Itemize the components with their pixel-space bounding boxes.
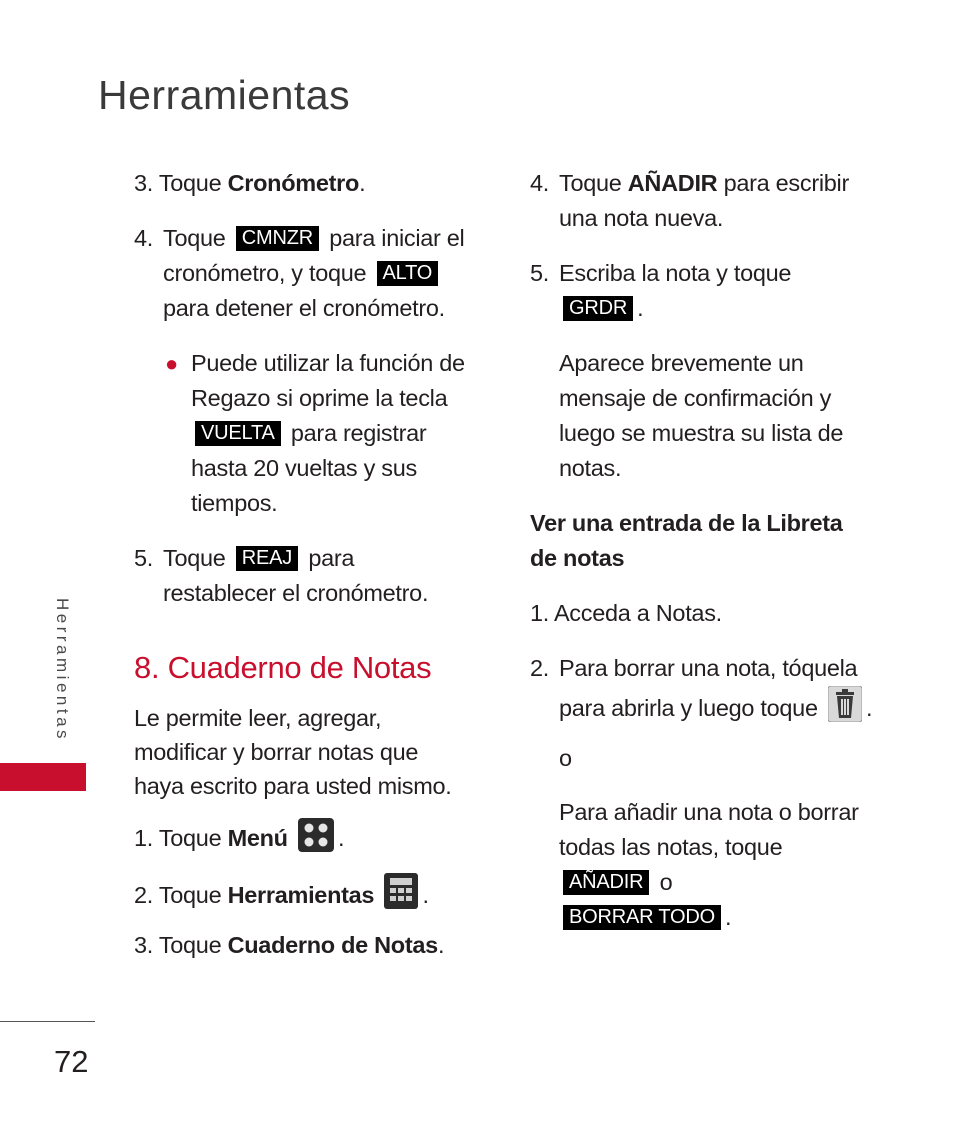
- step-number: 2.: [530, 655, 549, 681]
- lap-tip-bullet: [165, 346, 486, 521]
- step-bold-text: Cronómetro: [227, 170, 360, 196]
- step-text: Toque: [158, 882, 222, 908]
- step-bold-text: Menú: [227, 825, 288, 851]
- add-button-label: AÑADIR: [563, 870, 649, 895]
- subheading-view-entry: Ver una entrada de la Libreta de notas: [530, 510, 843, 571]
- stopwatch-step-5: [134, 541, 474, 611]
- step-text: Toque: [158, 932, 222, 958]
- step-text: Toque: [163, 545, 226, 571]
- step-punct: .: [865, 695, 873, 721]
- stopwatch-step-4: [134, 221, 484, 326]
- step-number: 1.: [134, 825, 153, 851]
- section-heading-notepad: 8. Cuaderno de Notas: [134, 650, 432, 685]
- step-text: para iniciar el cronómetro, y toque: [163, 225, 465, 286]
- step-bold-text: AÑADIR: [627, 170, 718, 196]
- step-bold-text: Cuaderno de Notas: [227, 932, 438, 958]
- step-text: Escriba la nota y toque: [559, 260, 792, 286]
- side-tab-marker: [0, 763, 86, 791]
- notepad-step-1: [134, 818, 484, 856]
- stopwatch-step-3: [134, 166, 494, 201]
- start-button-label: CMNZR: [236, 226, 319, 251]
- step-text: Para añadir una nota o borrar todas las notas, toque: [559, 799, 859, 860]
- step-number: 4.: [134, 225, 153, 251]
- footer-rule: [0, 1021, 95, 1022]
- step-punct: .: [359, 170, 366, 196]
- step-text: Toque: [559, 170, 622, 196]
- step-bold-text: Herramientas: [227, 882, 375, 908]
- page-title: Herramientas: [98, 72, 351, 118]
- bullet-text: Puede utilizar la función de Regazo si oprime la tecla: [191, 350, 465, 411]
- confirmation-note: Aparece brevemente un mensaje de confirmación y luego se muestra su lista de notas.: [559, 350, 844, 481]
- step-text: Toque: [163, 225, 226, 251]
- step-text: Acceda a Notas.: [553, 600, 722, 626]
- step-punct: .: [637, 295, 644, 321]
- step-punct: .: [337, 825, 345, 851]
- step-text: para escribir una nota nueva.: [559, 170, 849, 231]
- notes-step-4: [530, 166, 880, 236]
- view-step-2: [530, 651, 900, 726]
- step-number: 3.: [134, 170, 153, 196]
- notepad-intro: Le permite leer, agregar, modificar y borrar notas que haya escrito para usted mismo.: [134, 705, 452, 799]
- bullet-text: para registrar hasta 20 vueltas y sus tiempos.: [191, 420, 427, 516]
- step-text: Toque: [158, 825, 222, 851]
- step-number: 1.: [530, 600, 549, 626]
- bullet-dot-icon: ●: [165, 351, 178, 376]
- step-text: Toque: [158, 170, 222, 196]
- step-text: para restablecer el cronómetro.: [163, 545, 429, 606]
- delete-all-button-label: BORRAR TODO: [563, 905, 721, 930]
- step-punct: .: [724, 904, 732, 930]
- stop-button-label: ALTO: [377, 261, 439, 286]
- step-punct: .: [437, 932, 445, 958]
- step-number: 3.: [134, 932, 153, 958]
- add-delete-instructions: [559, 795, 879, 935]
- step-number: 5.: [134, 545, 153, 571]
- notepad-step-2: [134, 873, 484, 913]
- step-text: o: [659, 869, 673, 895]
- notes-step-5: [530, 256, 880, 326]
- step-text: Para borrar una nota, tóquela para abrirla y luego toque: [559, 655, 858, 721]
- menu-grid-icon: [298, 818, 334, 852]
- step-punct: .: [422, 882, 429, 908]
- side-tab-label: Herramientas: [53, 598, 72, 743]
- step-number: 5.: [530, 260, 549, 286]
- trash-icon: [828, 686, 862, 722]
- or-separator: o: [559, 745, 572, 771]
- notepad-step-3: [134, 928, 494, 963]
- step-number: 2.: [134, 882, 153, 908]
- step-text: para detener el cronómetro.: [163, 295, 445, 321]
- page-number: 72: [54, 1044, 89, 1079]
- reset-button-label: REAJ: [236, 546, 298, 571]
- tools-calculator-icon: [384, 873, 418, 909]
- lap-button-label: VUELTA: [195, 421, 281, 446]
- view-step-1: [530, 596, 880, 631]
- step-number: 4.: [530, 170, 549, 196]
- save-button-label: GRDR: [563, 296, 633, 321]
